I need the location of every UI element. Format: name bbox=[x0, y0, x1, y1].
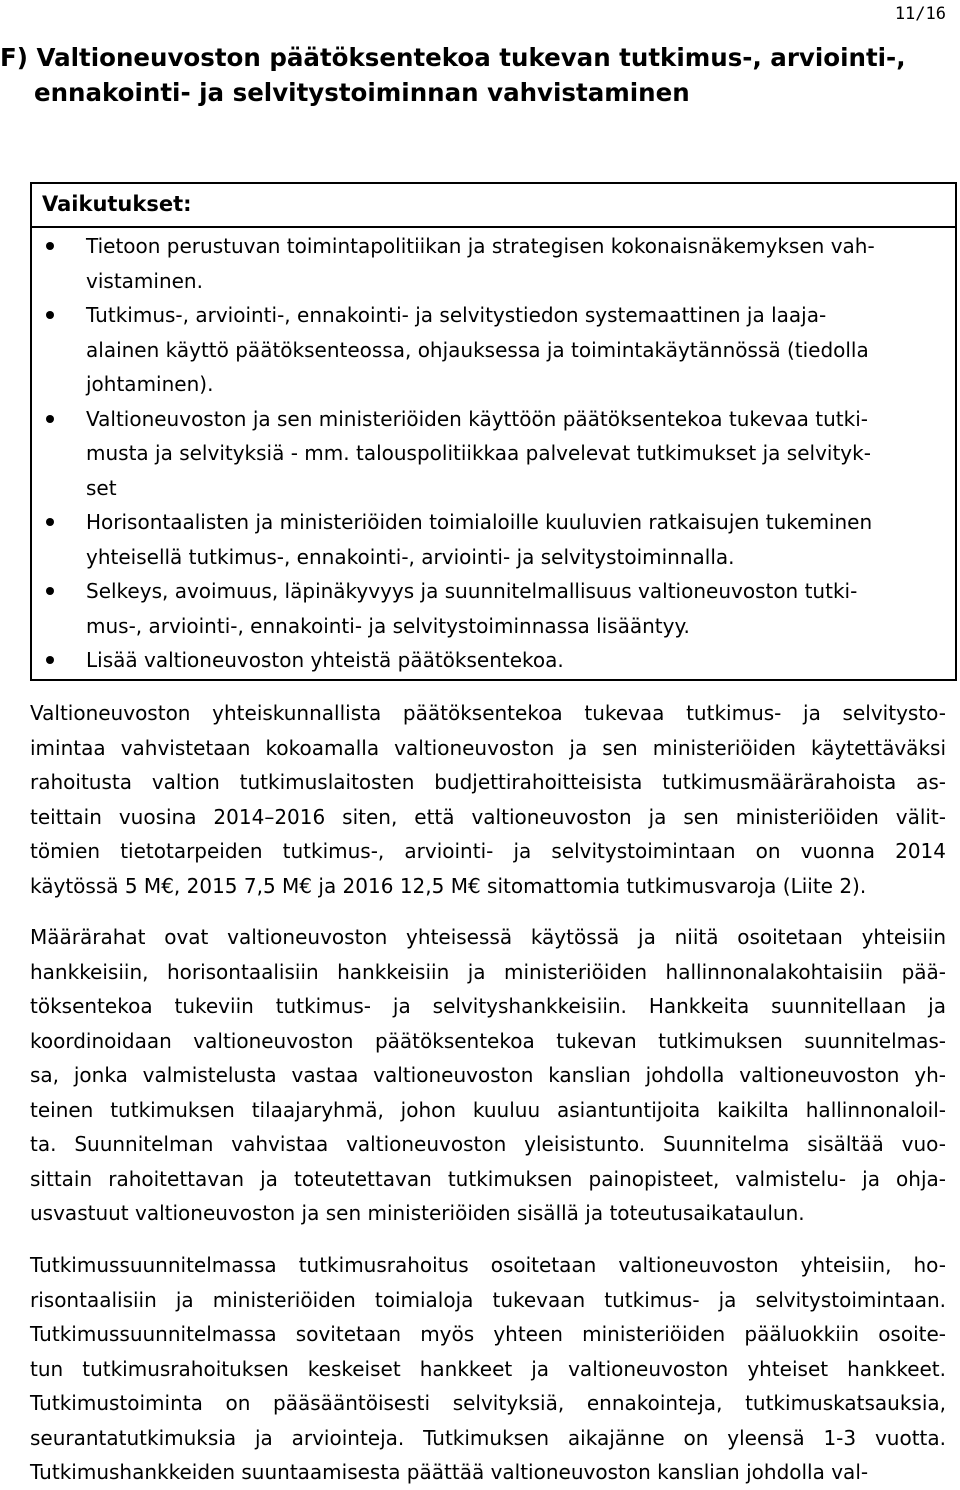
paragraph-line: Tutkimussuunnitelmassa tutkimusrahoitus osoitetaan valtioneuvoston yhteisiin, ho- bbox=[30, 1253, 946, 1277]
paragraph-line: teinen tutkimuksen tilaajaryhmä, johon kuuluu asiantuntijoita kaikilta hallinnonaloil- bbox=[30, 1097, 946, 1122]
body-paragraph-3 bbox=[30, 1248, 946, 1490]
effects-box bbox=[30, 182, 957, 681]
bullet-icon bbox=[46, 656, 54, 664]
effects-list bbox=[32, 229, 955, 678]
paragraph-line: hankkeisiin, horisontaalisiin hankkeisiin ja ministeriöiden hallinnonalakohtaisiin pää- bbox=[30, 959, 946, 984]
effects-list-item-line: johtaminen). bbox=[86, 372, 214, 396]
paragraph-line: ta. Suunnitelman vahvistaa valtioneuvoston yleisistunto. Suunnitelma sisältää vuo- bbox=[30, 1132, 946, 1156]
body-paragraph-1 bbox=[30, 696, 946, 903]
bullet-icon bbox=[46, 415, 54, 423]
paragraph-line: sittain rahoitettavan ja toteutettavan tutkimuksen painopisteet, valmistelu- ja ohja- bbox=[30, 1166, 946, 1191]
effects-list-item-line: alainen käyttö päätöksenteossa, ohjauksessa ja toimintakäytännössä (tiedolla bbox=[86, 337, 869, 362]
section-heading-line-1: F) Valtioneuvoston päätöksentekoa tukevan tutkimus-, arviointi-, bbox=[0, 43, 906, 72]
body-paragraph-2 bbox=[30, 920, 946, 1231]
effects-list-item-line: yhteisellä tutkimus-, ennakointi-, arviointi- ja selvitystoiminnalla. bbox=[86, 544, 735, 569]
effects-list-item bbox=[32, 402, 955, 506]
effects-list-item bbox=[32, 505, 955, 574]
effects-list-item-line: set bbox=[86, 475, 117, 500]
paragraph-line: koordinoidaan valtioneuvoston päätöksentekoa tukevan tutkimuksen suunnitelmas- bbox=[30, 1028, 946, 1053]
paragraph-line: rahoitusta valtion tutkimuslaitosten budjettirahoitteisista tutkimusmäärärahoista as- bbox=[30, 770, 946, 794]
paragraph-line: Määrärahat ovat valtioneuvoston yhteisessä käytössä ja niitä osoitetaan yhteisiin bbox=[30, 925, 946, 949]
paragraph-line: tun tutkimusrahoituksen keskeiset hankkeet ja valtioneuvoston yhteiset hankkeet. bbox=[30, 1356, 946, 1381]
effects-list-item-line: Lisää valtioneuvoston yhteistä päätöksentekoa. bbox=[86, 648, 564, 672]
paragraph-line: Tutkimustoiminta on pääsääntöisesti selvityksiä, ennakointeja, tutkimuskatsauksia, bbox=[30, 1391, 946, 1415]
section-heading-line-2: ennakointi- ja selvitystoiminnan vahvistaminen bbox=[34, 78, 690, 107]
paragraph-line: teittain vuosina 2014–2016 siten, että valtioneuvoston ja sen ministeriöiden välit- bbox=[30, 804, 946, 829]
effects-list-item-line: Valtioneuvoston ja sen ministeriöiden käyttöön päätöksentekoa tukevaa tutki- bbox=[86, 406, 868, 431]
paragraph-line: Tutkimussuunnitelmassa sovitetaan myös yhteen ministeriöiden pääluokkiin osoite- bbox=[30, 1322, 946, 1346]
effects-list-item-line: Horisontaalisten ja ministeriöiden toimialoille kuuluvien ratkaisujen tukeminen bbox=[86, 510, 873, 534]
paragraph-line: Tutkimushankkeiden suuntaamisesta päättää valtioneuvoston kanslian johdolla val- bbox=[30, 1460, 869, 1484]
effects-list-item-line: Selkeys, avoimuus, läpinäkyvyys ja suunnitelmallisuus valtioneuvoston tutki- bbox=[86, 579, 858, 603]
effects-title: Vaikutukset: bbox=[42, 192, 192, 216]
bullet-icon bbox=[46, 242, 54, 250]
paragraph-line: tömien tietotarpeiden tutkimus-, arviointi- ja selvitystoimintaan on vuonna 2014 bbox=[30, 839, 946, 863]
effects-list-item bbox=[32, 643, 955, 678]
effects-list-item-line: Tutkimus-, arviointi-, ennakointi- ja selvitystiedon systemaattinen ja laaja- bbox=[86, 303, 827, 327]
effects-list-item-line: Tietoon perustuvan toimintapolitiikan ja strategisen kokonaisnäkemyksen vah- bbox=[86, 234, 875, 258]
paragraph-line: töksentekoa tukeviin tutkimus- ja selvityshankkeisiin. Hankkeita suunnitellaan ja bbox=[30, 994, 946, 1018]
effects-list-item bbox=[32, 298, 955, 402]
effects-title-divider bbox=[32, 226, 955, 228]
bullet-icon bbox=[46, 311, 54, 319]
section-heading bbox=[0, 40, 950, 110]
paragraph-line: seurantatutkimuksia ja arviointeja. Tutkimuksen aikajänne on yleensä 1-3 vuotta. bbox=[30, 1425, 946, 1450]
effects-list-item-line: musta ja selvityksiä - mm. talouspolitiikkaa palvelevat tutkimukset ja selvityk- bbox=[86, 441, 871, 465]
paragraph-line: Valtioneuvoston yhteiskunnallista päätöksentekoa tukevaa tutkimus- ja selvitysto- bbox=[30, 701, 946, 725]
paragraph-line: sa, jonka valmistelusta vastaa valtioneuvoston kanslian johdolla valtioneuvoston yh- bbox=[30, 1063, 946, 1087]
paragraph-line: käytössä 5 M€, 2015 7,5 M€ ja 2016 12,5 M€ sitomattomia tutkimusvaroja (Liite 2). bbox=[30, 873, 867, 898]
paragraph-line: risontaalisiin ja ministeriöiden toimialoja tukevaan tutkimus- ja selvitystoimintaan. bbox=[30, 1287, 946, 1312]
paragraph-line: imintaa vahvistetaan kokoamalla valtioneuvoston ja sen ministeriöiden käytettäväksi bbox=[30, 735, 946, 760]
effects-list-item bbox=[32, 229, 955, 298]
paragraph-line: usvastuut valtioneuvoston ja sen ministeriöiden sisällä ja toteutusaikataulun. bbox=[30, 1201, 805, 1225]
page-number: 11/16 bbox=[894, 4, 946, 24]
bullet-icon bbox=[46, 587, 54, 595]
effects-list-item bbox=[32, 574, 955, 643]
bullet-icon bbox=[46, 518, 54, 526]
effects-list-item-line: mus-, arviointi-, ennakointi- ja selvitystoiminnassa lisääntyy. bbox=[86, 613, 690, 638]
effects-list-item-line: vistaminen. bbox=[86, 268, 203, 293]
